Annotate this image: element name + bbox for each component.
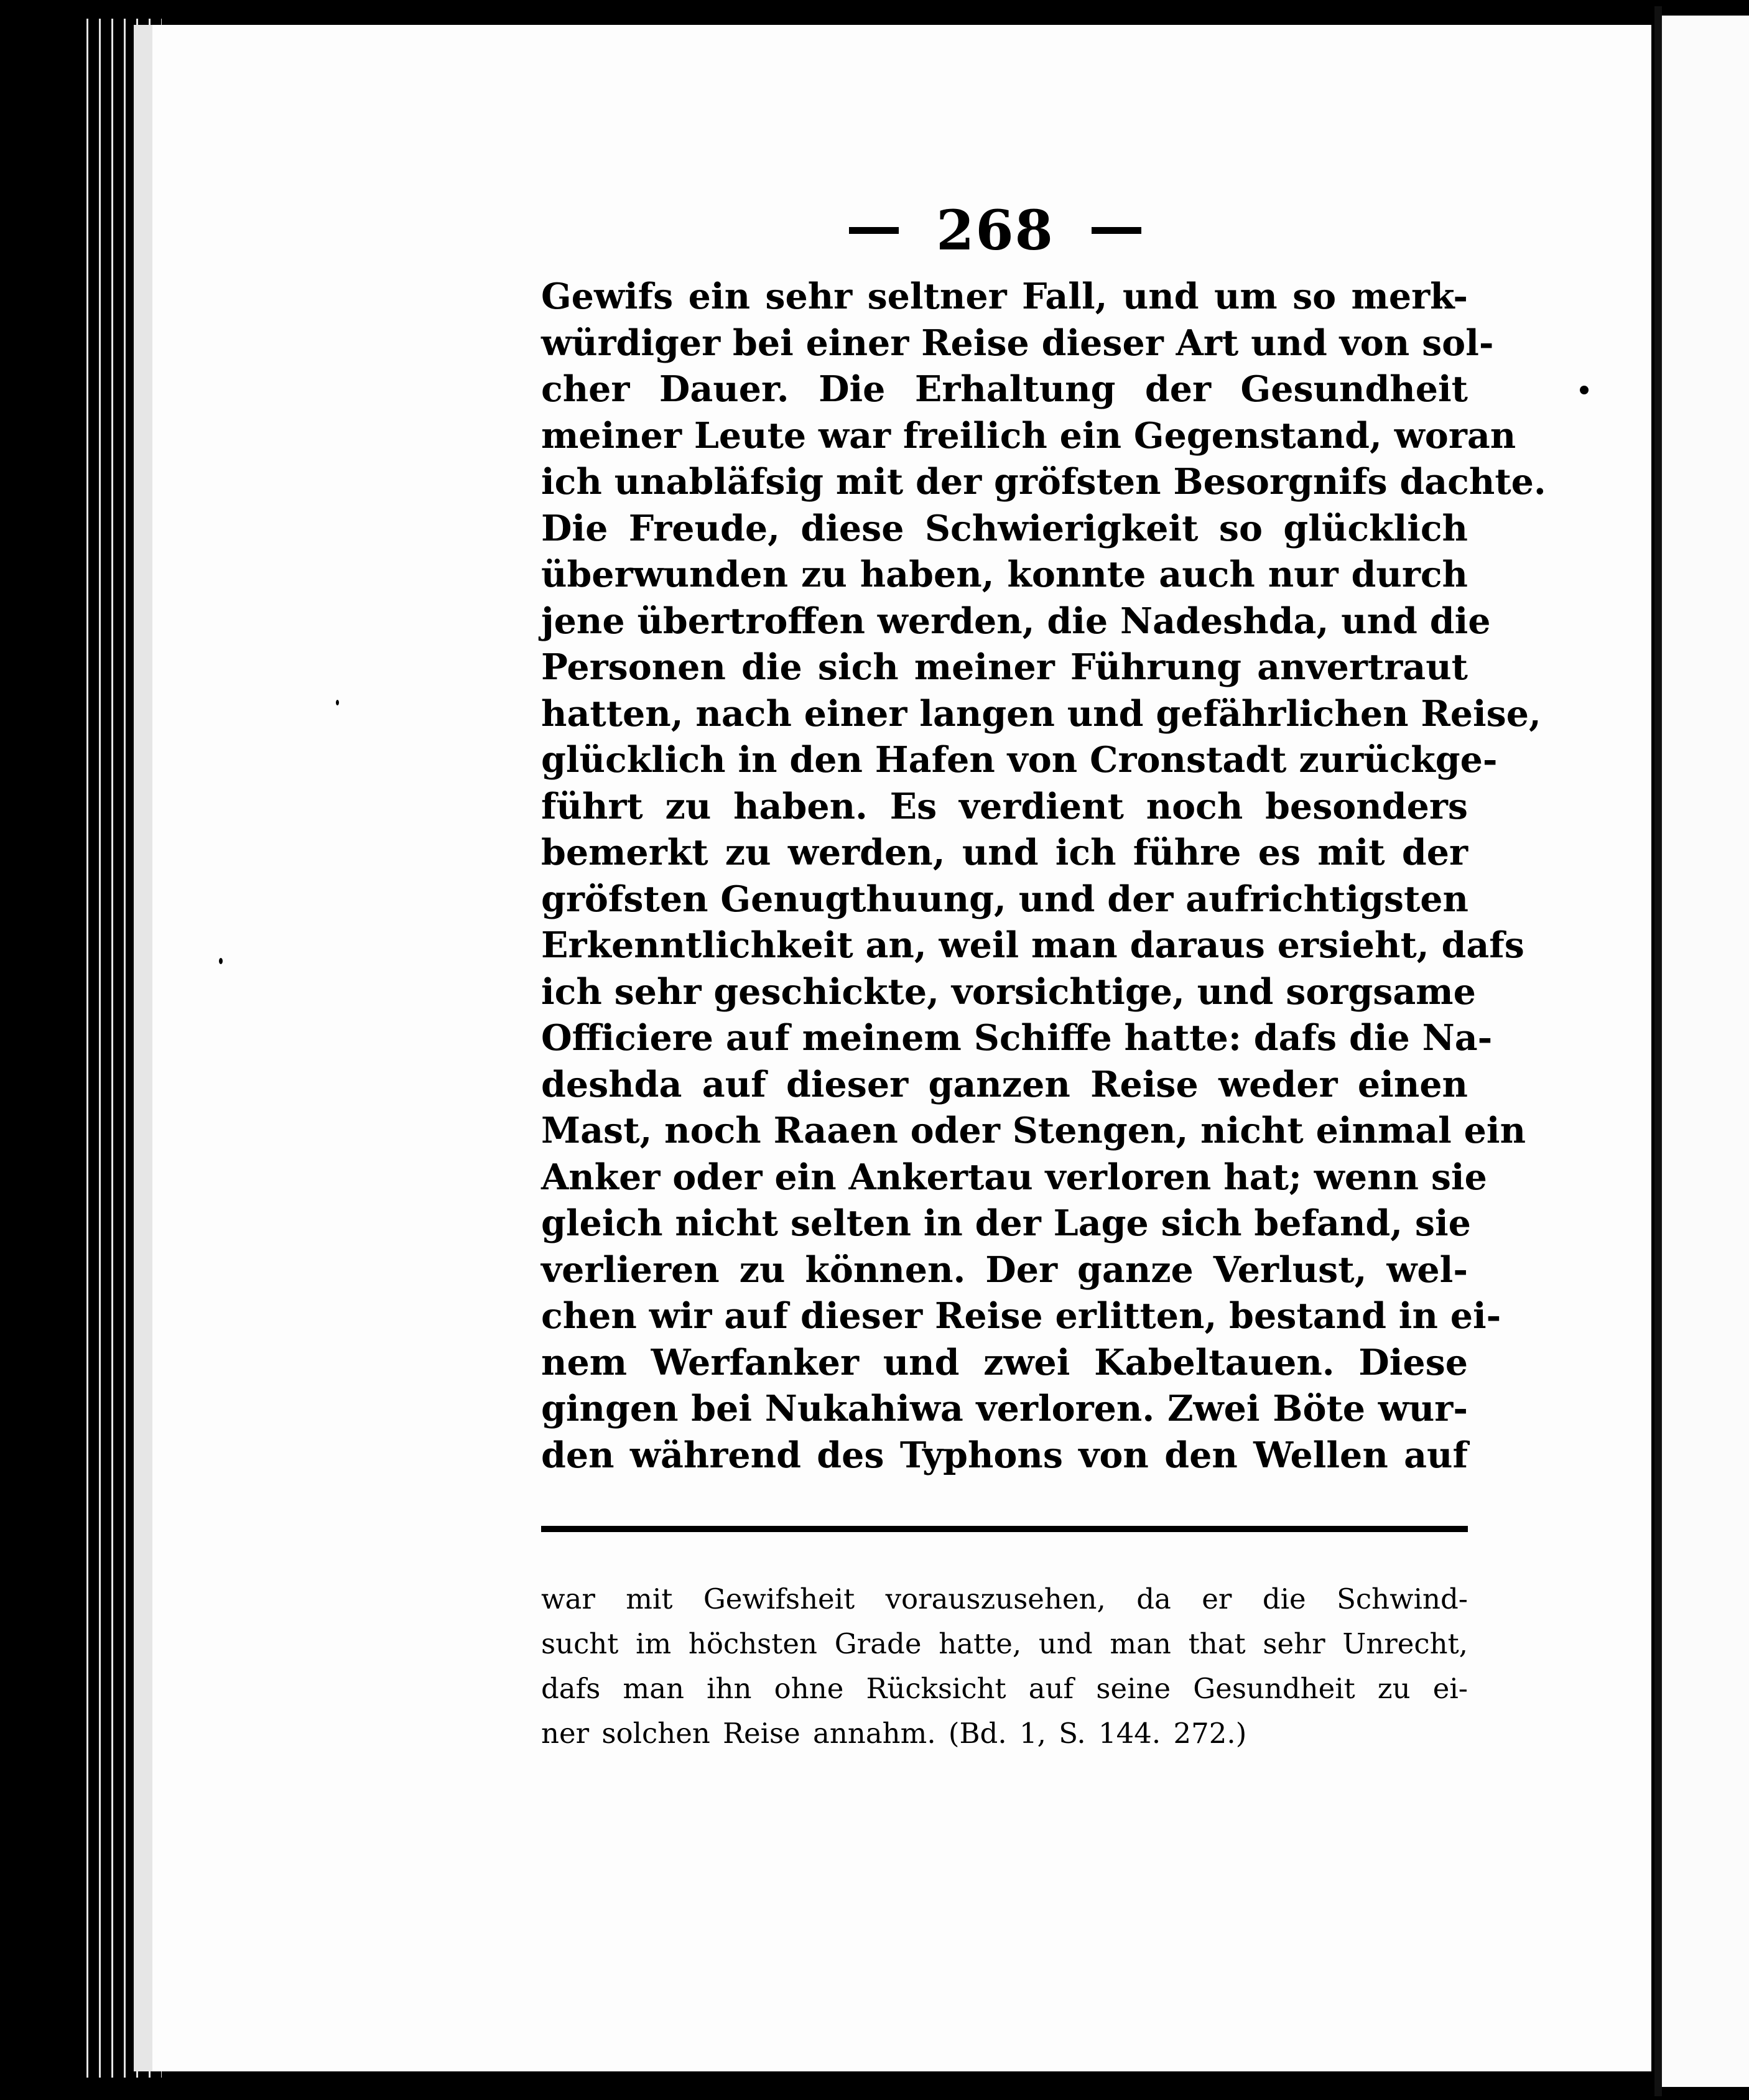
text-line: ich unabläfsig mit der gröfsten Besorgnifs dachte. [541,461,1546,503]
page-number: 268 [936,198,1054,262]
text-line: jene übertroffen werden, die Nadeshda, und die [541,600,1491,642]
header-dash-right [1092,227,1141,234]
text-line: würdiger bei einer Reise dieser Art und von sol- [541,322,1494,364]
main-text [541,274,1546,1479]
text-line: glücklich in den Hafen von Cronstadt zurückge- [541,739,1498,781]
text-line: Officiere auf meinem Schiffe hatte: dafs die Na- [541,1017,1493,1059]
header-dash-left [849,227,899,234]
ink-speck [336,700,339,705]
text-line: Anker oder ein Ankertau verloren hat; wenn sie [541,1156,1487,1198]
text-line: gleich nicht selten in der Lage sich befand, sie [541,1202,1471,1244]
text-line: führt zu haben. Es verdient noch besonders [541,785,1468,827]
footnote [541,1577,1468,1756]
footnote-line: war mit Gewifsheit vorauszusehen, da er die Schwind- [541,1582,1468,1615]
text-line: gingen bei Nukahiwa verloren. Zwei Böte wur- [541,1388,1468,1429]
text-line: den während des Typhons von den Wellen auf [541,1434,1468,1476]
text-line: deshda auf dieser ganzen Reise weder einen [541,1063,1468,1105]
footnote-line: dafs man ihn ohne Rücksicht auf seine Gesundheit zu ei- [541,1672,1468,1705]
ink-speck [1580,386,1589,394]
text-line: bemerkt zu werden, und ich führe es mit der [541,832,1468,873]
footnote-line: ner solchen Reise annahm. (Bd. 1, S. 144. 272.) [541,1717,1247,1750]
text-line: verlieren zu können. Der ganze Verlust, wel- [541,1248,1468,1291]
text-line: Gewifs ein sehr seltner Fall, und um so merk- [541,276,1468,317]
ink-speck [219,958,223,964]
text-line: meiner Leute war freilich ein Gegenstand, woran [541,414,1516,457]
book-page-edge-inner [134,25,152,2071]
text-line: Mast, noch Raaen oder Stengen, nicht einmal ein [541,1110,1526,1151]
next-page-margin [1662,16,1749,2087]
gutter-shadow [1654,6,1662,2096]
text-line: hatten, nach einer langen und gefährlichen Reise, [541,692,1541,735]
text-line: ich sehr geschickte, vorsichtige, und sorgsame [541,970,1476,1013]
text-line: Personen die sich meiner Führung anvertraut [541,646,1468,688]
page-header [840,190,1151,271]
text-line: chen wir auf dieser Reise erlitten, bestand in ei- [541,1295,1501,1337]
text-line: gröfsten Genugthuung, und der aufrichtigsten [541,878,1468,920]
text-line: nem Werfanker und zwei Kabeltauen. Diese [541,1341,1468,1383]
text-line: Erkenntlichkeit an, weil man daraus ersieht, dafs [541,924,1524,966]
text-line: überwunden zu haben, konnte auch nur durch [541,554,1468,595]
text-line: cher Dauer. Die Erhaltung der Gesundheit [541,368,1468,410]
text-line: Die Freude, diese Schwierigkeit so glücklich [541,507,1468,549]
footnote-line: sucht im höchsten Grade hatte, und man that sehr Unrecht, [541,1627,1468,1660]
footnote-separator [541,1526,1468,1532]
